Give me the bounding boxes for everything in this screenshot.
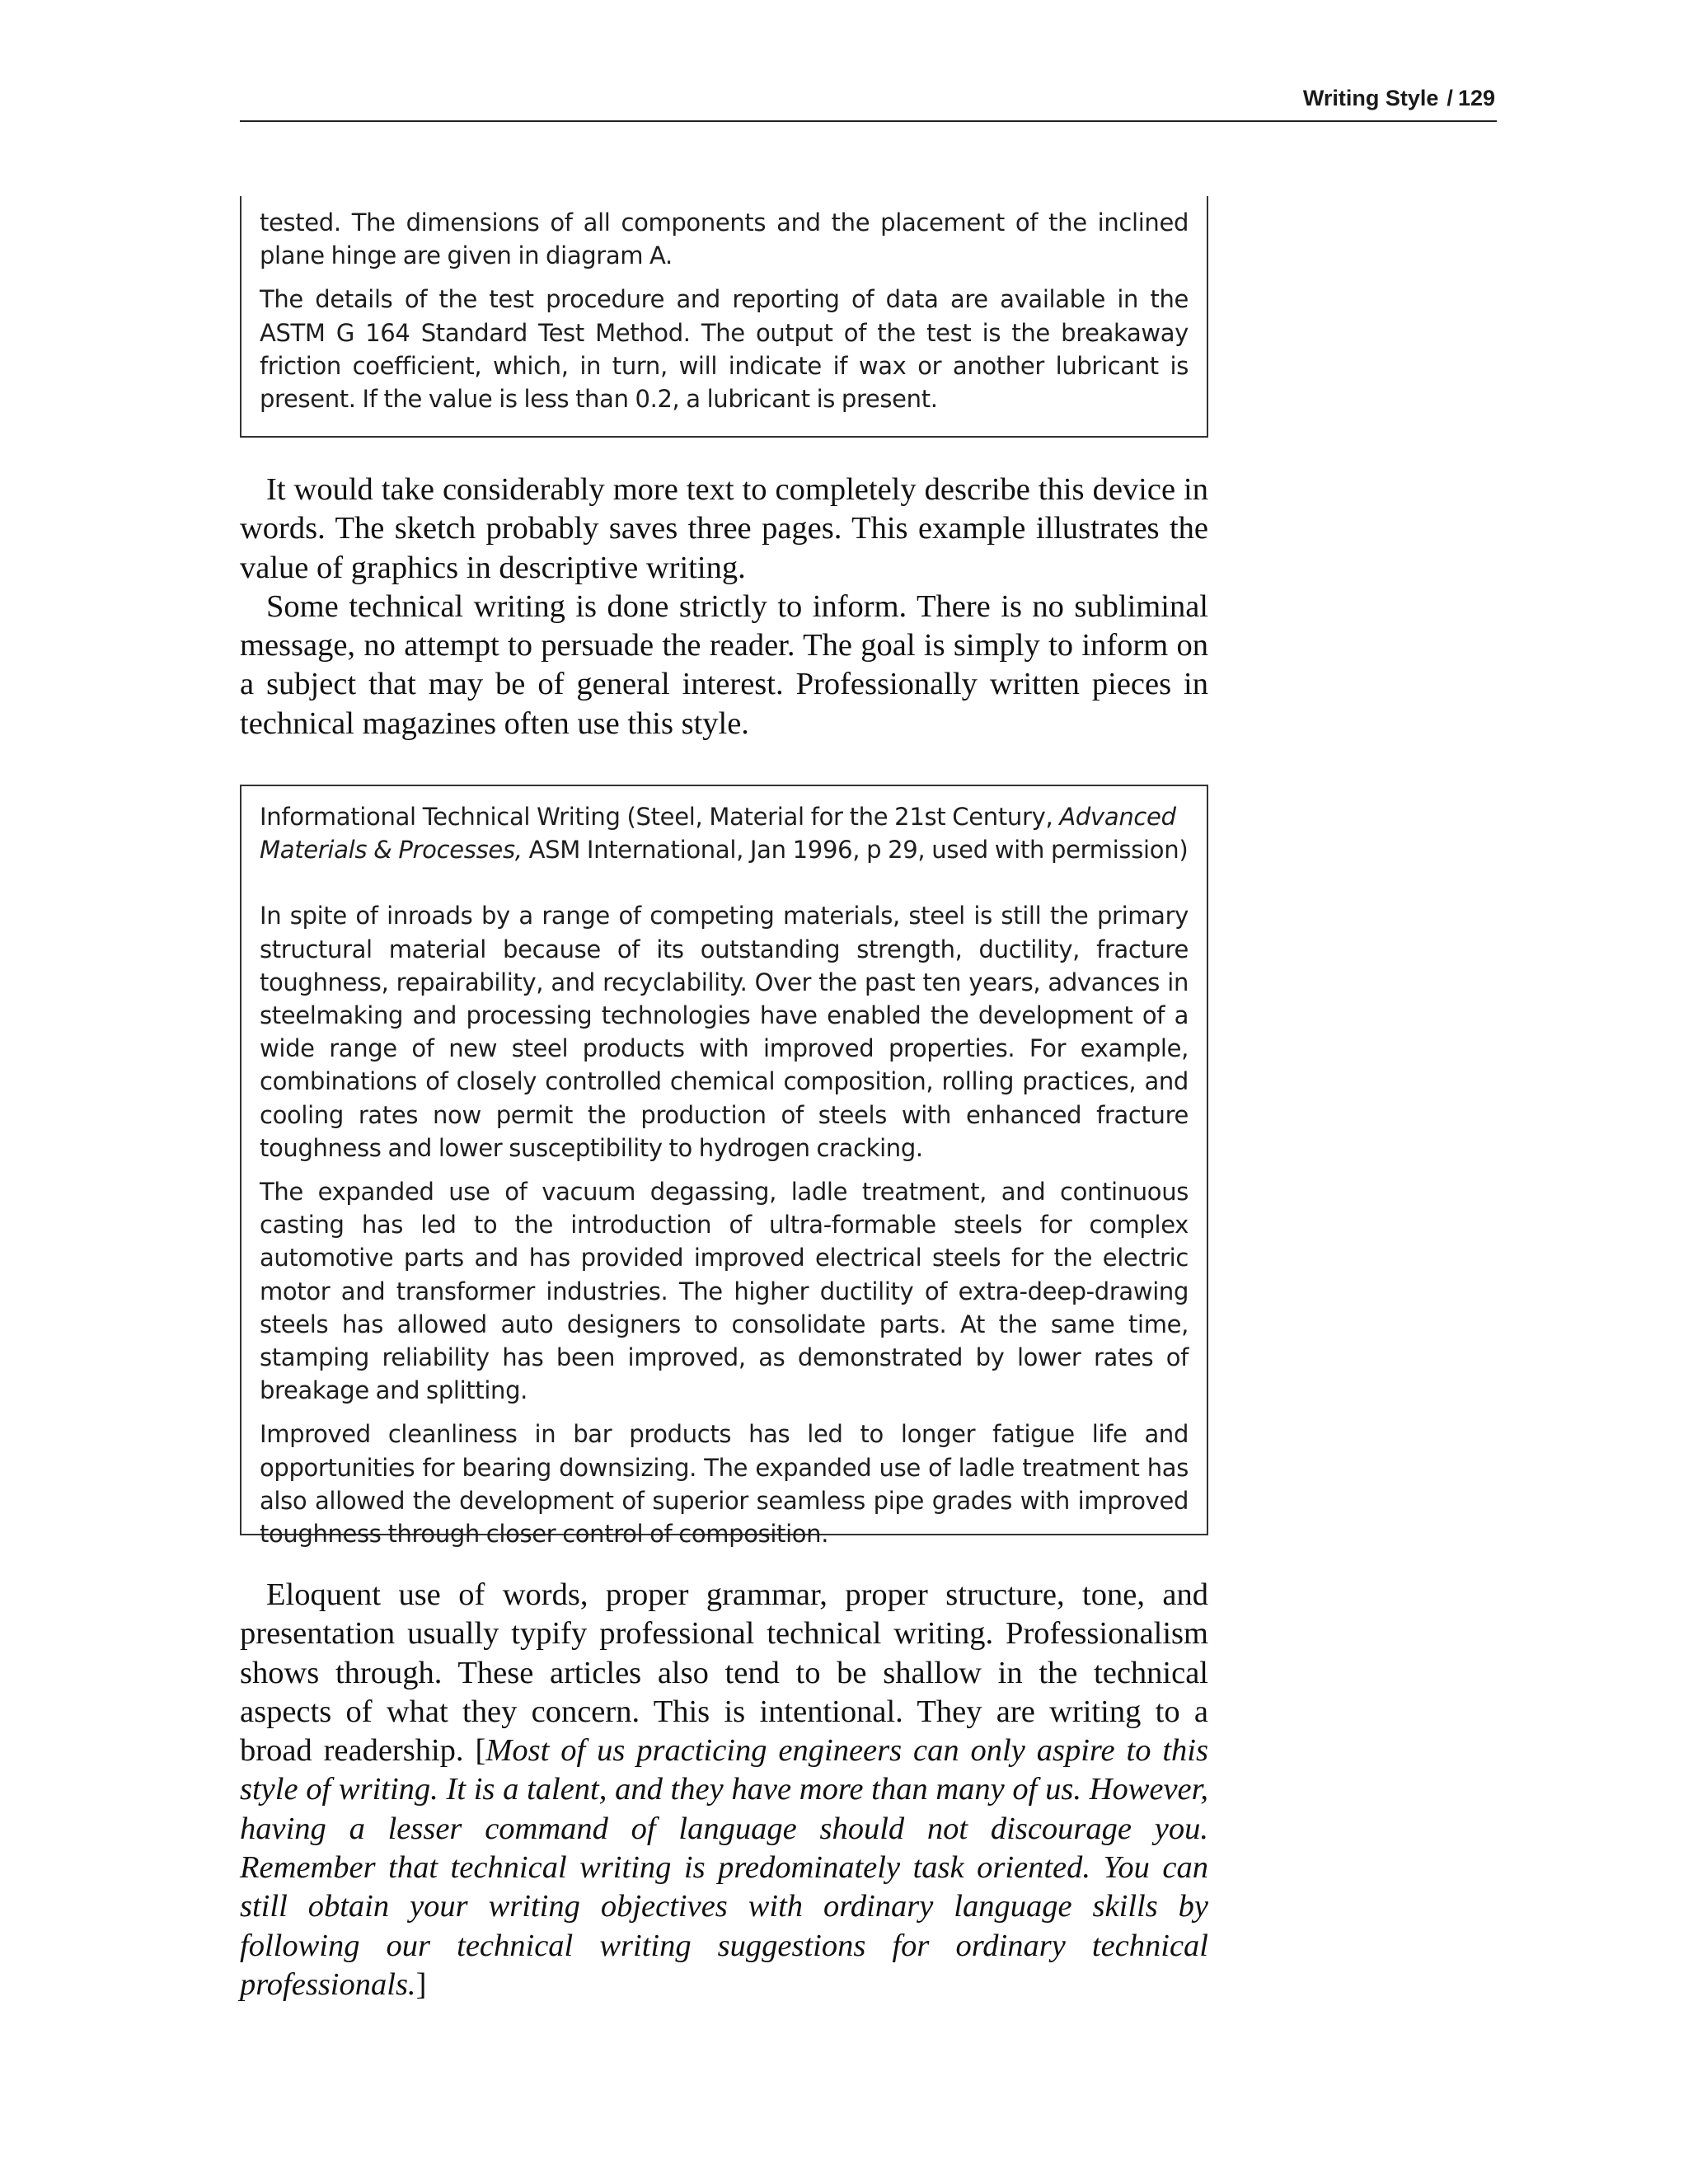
caption-tail: ASM International, Jan 1996, p 29, used with permission) [522, 836, 1189, 865]
body-paragraph: It would take considerably more text to completely describe this device in words. The sketch probably saves three pages. This example illustrates the value of graphics in descriptive writing. [240, 472, 1208, 585]
header-separator: / [1447, 86, 1453, 110]
excerpt-box-informational-writing [240, 785, 1208, 1549]
box-2-paragraph: Improved cleanliness in bar products has led to longer fatigue life and opportunities for bearing downsizing. The expanded use of ladle treatment has also allowed the development of superior seamless pipe grades with improved toughness through closer control of composition. [260, 1420, 1189, 1549]
page-number: 129 [1457, 86, 1495, 110]
header-text [1303, 86, 1495, 111]
box-2-paragraph: In spite of inroads by a range of competing materials, steel is still the primary structural material because of its outstanding strength, ductility, fracture toughness, repairability, and recyclability. Over the past ten years, advances in steelmaking and processing technologies have enabled the development of a wide range of new steel products with improved properties. For example, combinations of closely controlled chemical composition, rolling practices, and cooling rates now permit the production of steels with enhanced fracture toughness and lower susceptibility to hydrogen cracking. [260, 902, 1189, 1162]
excerpt-box-test-method [240, 196, 1208, 438]
body-2-lead: Eloquent use of words, proper grammar, proper structure, tone, and presentation usually typify professional technical writing. Professionalism shows through. These articles also tend to be shallow in the technical aspects of what they concern. This is intentional. They are writing to a broad readership. [ [240, 1577, 1208, 1769]
box-1-paragraph: The details of the test procedure and reporting of data are available in the ASTM G 164 Standard Test Method. The output of the test is the breakaway friction coefficient, which, in turn, will indicate if wax or another lubricant is present. If the value is less than 0.2, a lubricant is present. [260, 285, 1189, 414]
body-text-section-2 [240, 1576, 1208, 2004]
box-1-paragraph: tested. The dimensions of all components and the placement of the inclined plane hinge are given in diagram A. [260, 209, 1189, 270]
caption-lead: Informational Technical Writing (Steel, Material for the 21st Century, [260, 803, 1060, 831]
body-paragraph: Some technical writing is done strictly to inform. There is no subliminal message, no attempt to persuade the reader. The goal is simply to inform on a subject that may be of general interest. Professionally written pieces in technical magazines often use this style. [240, 588, 1208, 741]
section-title: Writing Style [1302, 86, 1439, 110]
body-paragraph [240, 1576, 1208, 2004]
excerpt-caption [260, 800, 1189, 866]
body-2-tail: ] [415, 1966, 427, 2002]
running-header [240, 82, 1497, 122]
body-text-section-1 [240, 471, 1208, 743]
box-2-paragraph: The expanded use of vacuum degassing, ladle treatment, and continuous casting has led to the introduction of ultra-formable steels for complex automotive parts and has provided improved electrical steels for the electric motor and transformer industries. The higher ductility of extra-deep-drawing steels has allowed auto designers to consolidate parts. At the same time, stamping reliability has been improved, as demonstrated by lower rates of breakage and splitting. [260, 1178, 1189, 1405]
caption-publication: Advanced Materials & Processes, [260, 803, 1176, 865]
body-2-italic-aside: Most of us practicing engineers can only aspire to this style of writing. It is a talent, and they have more than many of us. However, having a lesser command of language should not discourage you. Remember that technical writing is predominately task oriented. You can still obtain your writing objectives with ordinary language skills by following our technical writing suggestions for ordinary technical professionals. [240, 1733, 1208, 2002]
